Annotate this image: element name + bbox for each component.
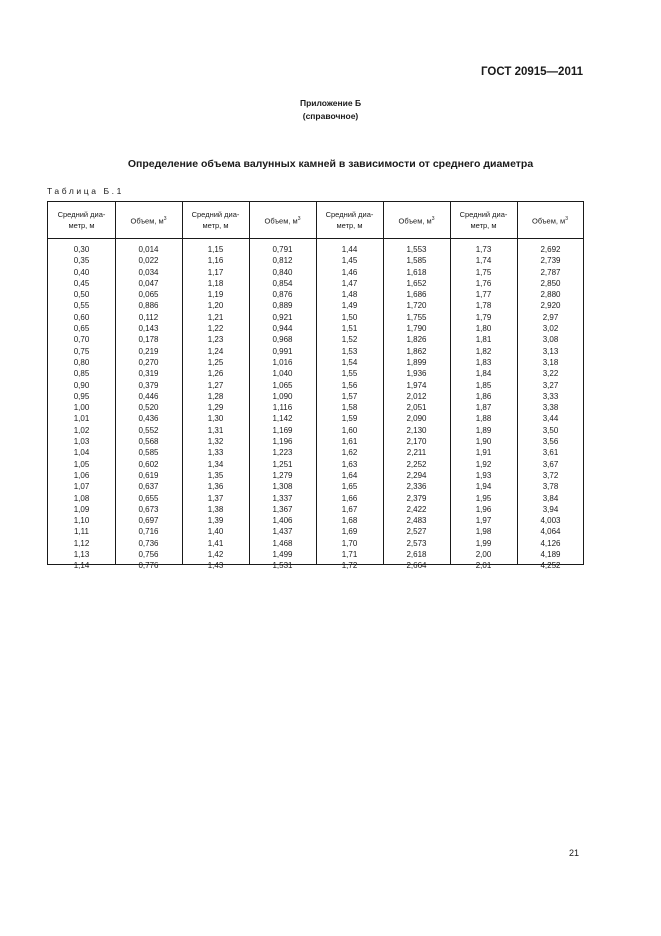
- volume-cell: 2,527: [406, 527, 427, 537]
- volume-cell: 3,72: [542, 470, 559, 480]
- diameter-cell: 1,99: [475, 538, 492, 548]
- page-number: 21: [568, 848, 579, 858]
- diameter-cell: 1,74: [475, 256, 492, 266]
- volume-cell: 0,065: [138, 290, 159, 300]
- volume-cell: 0,889: [272, 301, 293, 311]
- volume-cell: 2,130: [406, 425, 427, 435]
- diameter-cell: 1,34: [207, 459, 224, 469]
- volume-cell: 0,014: [138, 245, 159, 254]
- volume-cell: 2,692: [540, 245, 561, 254]
- diameter-cell: 1,70: [341, 538, 358, 548]
- diameter-cell: 1,36: [207, 482, 224, 492]
- volume-cell: 3,08: [542, 335, 559, 345]
- volume-cell: 0,776: [138, 561, 159, 571]
- volume-cell: 1,755: [406, 312, 427, 322]
- diameter-cell: 1,44: [341, 245, 358, 254]
- volume-cell: 0,756: [138, 550, 159, 560]
- volume-column: [517, 244, 584, 572]
- diameter-column: [316, 244, 383, 572]
- diameter-cell: 1,06: [73, 470, 90, 480]
- diameter-cell: 1,86: [475, 391, 492, 401]
- diameter-cell: 1,69: [341, 527, 358, 537]
- header-diameter-1: Средний диа- метр, м: [57, 210, 106, 230]
- diameter-cell: 1,87: [475, 403, 492, 413]
- diameter-cell: 1,96: [475, 504, 492, 514]
- volume-cell: 0,991: [272, 346, 293, 356]
- diameter-cell: 1,80: [475, 324, 492, 334]
- diameter-cell: 1,07: [73, 482, 90, 492]
- diameter-cell: 0,45: [73, 278, 90, 288]
- volume-cell: 2,880: [540, 290, 561, 300]
- diameter-cell: 1,85: [475, 380, 492, 390]
- diameter-cell: 1,53: [341, 346, 358, 356]
- volume-cell: 1,279: [272, 470, 293, 480]
- volume-cell: 1,936: [406, 369, 427, 379]
- volume-cell: 4,064: [540, 527, 561, 537]
- diameter-cell: 1,45: [341, 256, 358, 266]
- diameter-cell: 0,35: [73, 256, 90, 266]
- diameter-cell: 1,63: [341, 459, 358, 469]
- diameter-cell: 1,51: [341, 324, 358, 334]
- volume-cell: 3,61: [542, 448, 559, 458]
- volume-cell: 1,367: [272, 504, 293, 514]
- diameter-cell: 1,88: [475, 414, 492, 424]
- volume-column: [383, 244, 450, 572]
- diameter-cell: 1,12: [73, 538, 90, 548]
- diameter-cell: 1,09: [73, 504, 90, 514]
- diameter-cell: 1,92: [475, 459, 492, 469]
- diameter-cell: 1,43: [207, 561, 224, 571]
- volume-column: [249, 244, 316, 572]
- diameter-cell: 1,60: [341, 425, 358, 435]
- volume-cell: 0,944: [272, 324, 293, 334]
- volume-cell: 2,294: [406, 470, 427, 480]
- volume-cell: 2,483: [406, 516, 427, 526]
- diameter-cell: 1,93: [475, 470, 492, 480]
- diameter-cell: 1,15: [207, 245, 224, 254]
- diameter-cell: 1,04: [73, 448, 90, 458]
- diameter-cell: 1,01: [73, 414, 90, 424]
- volume-cell: 0,270: [138, 357, 159, 367]
- diameter-cell: 1,11: [74, 527, 89, 537]
- volume-cell: 3,67: [542, 459, 559, 469]
- diameter-cell: 1,56: [341, 380, 358, 390]
- volume-cell: 1,142: [272, 414, 293, 424]
- volume-cell: 0,585: [138, 448, 159, 458]
- diameter-cell: 2,01: [475, 561, 492, 571]
- volume-cell: 0,436: [138, 414, 159, 424]
- diameter-cell: 0,85: [73, 369, 90, 379]
- volume-cell: 3,44: [542, 414, 559, 424]
- volume-cell: 0,736: [138, 538, 159, 548]
- diameter-cell: 1,61: [341, 437, 358, 447]
- diameter-column: [48, 244, 115, 572]
- diameter-cell: 1,37: [207, 493, 224, 503]
- diameter-cell: 1,89: [475, 425, 492, 435]
- volume-cell: 1,720: [406, 301, 427, 311]
- diameter-cell: 0,65: [73, 324, 90, 334]
- diameter-cell: 1,31: [207, 425, 224, 435]
- volume-cell: 0,022: [138, 256, 159, 266]
- volume-cell: 4,252: [540, 561, 561, 571]
- diameter-cell: 1,73: [475, 245, 492, 254]
- diameter-cell: 1,97: [475, 516, 492, 526]
- diameter-cell: 1,79: [475, 312, 492, 322]
- volume-cell: 2,920: [540, 301, 561, 311]
- diameter-cell: 1,65: [341, 482, 358, 492]
- diameter-cell: 1,59: [341, 414, 358, 424]
- volume-cell: 0,143: [138, 324, 159, 334]
- volume-cell: 0,520: [138, 403, 159, 413]
- volume-cell: 2,739: [540, 256, 561, 266]
- volume-cell: 1,090: [272, 391, 293, 401]
- volume-cell: 3,13: [542, 346, 559, 356]
- diameter-cell: 1,46: [341, 267, 358, 277]
- volume-cell: 4,126: [540, 538, 561, 548]
- diameter-cell: 1,16: [207, 256, 224, 266]
- diameter-cell: 1,00: [73, 403, 90, 413]
- volume-cell: 1,437: [272, 527, 293, 537]
- volume-cell: 2,170: [406, 437, 427, 447]
- diameter-cell: 1,62: [341, 448, 358, 458]
- volume-cell: 0,034: [138, 267, 159, 277]
- volume-cell: 0,319: [138, 369, 159, 379]
- volume-cell: 1,585: [406, 256, 427, 266]
- diameter-cell: 1,14: [73, 561, 90, 571]
- diameter-cell: 1,76: [475, 278, 492, 288]
- volume-cell: 2,618: [406, 550, 427, 560]
- header-volume-4: Объем, $м^3$: [531, 215, 568, 226]
- diameter-cell: 1,58: [341, 403, 358, 413]
- diameter-cell: 1,05: [73, 459, 90, 469]
- diameter-cell: 1,10: [73, 516, 90, 526]
- diameter-cell: 1,08: [73, 493, 90, 503]
- volume-cell: 0,886: [138, 301, 159, 311]
- diameter-cell: 1,64: [341, 470, 358, 480]
- diameter-cell: 0,60: [73, 312, 90, 322]
- volume-cell: 2,573: [406, 538, 427, 548]
- diameter-cell: 1,48: [341, 290, 358, 300]
- diameter-column: [182, 244, 249, 572]
- volume-cell: 0,854: [272, 278, 293, 288]
- volume-cell: 1,553: [406, 245, 427, 254]
- diameter-cell: 1,33: [207, 448, 224, 458]
- diameter-cell: 1,17: [207, 267, 224, 277]
- diameter-cell: 1,27: [207, 380, 224, 390]
- volume-cell: 2,211: [406, 448, 427, 458]
- volume-cell: 1,468: [272, 538, 293, 548]
- diameter-cell: 1,75: [475, 267, 492, 277]
- diameter-cell: 1,13: [73, 550, 90, 560]
- diameter-cell: 1,68: [341, 516, 358, 526]
- volume-cell: 1,040: [272, 369, 293, 379]
- volume-cell: 1,899: [406, 357, 427, 367]
- document-title: Определение объема валунных камней в зависимости от среднего диаметра: [127, 158, 534, 170]
- volume-cell: 2,252: [406, 459, 427, 469]
- diameter-cell: 1,95: [475, 493, 492, 503]
- volume-cell: 0,178: [138, 335, 159, 345]
- volume-cell: 0,619: [138, 470, 159, 480]
- volume-cell: 0,112: [138, 312, 159, 322]
- diameter-cell: 1,23: [207, 335, 224, 345]
- volume-cell: 0,673: [138, 504, 159, 514]
- diameter-cell: 1,19: [207, 290, 224, 300]
- standard-number: ГОСТ 20915—2011: [481, 66, 583, 78]
- diameter-cell: 1,47: [341, 278, 358, 288]
- volume-cell: 1,223: [272, 448, 293, 458]
- volume-cell: 3,27: [542, 380, 559, 390]
- diameter-cell: 1,21: [207, 312, 224, 322]
- diameter-cell: 1,71: [341, 550, 358, 560]
- volume-cell: 1,862: [406, 346, 427, 356]
- diameter-cell: 0,40: [73, 267, 90, 277]
- volume-cell: 0,379: [138, 380, 159, 390]
- volume-cell: 1,337: [272, 493, 293, 503]
- header-diameter-3: Средний диа- метр, м: [325, 210, 374, 230]
- diameter-cell: 1,29: [207, 403, 224, 413]
- diameter-cell: 1,67: [341, 504, 358, 514]
- diameter-cell: 0,80: [73, 357, 90, 367]
- volume-cell: 1,974: [406, 380, 427, 390]
- volume-cell: 1,065: [272, 380, 293, 390]
- volume-cell: 3,18: [542, 357, 559, 367]
- diameter-cell: 1,82: [475, 346, 492, 356]
- volume-cell: 0,921: [272, 312, 293, 322]
- volume-cell: 1,790: [406, 324, 427, 334]
- header-diameter-4: Средний диа- метр, м: [459, 210, 508, 230]
- header-diameter-2: Средний диа- метр, м: [191, 210, 240, 230]
- diameter-column: [450, 244, 517, 572]
- volume-cell: 0,840: [272, 267, 293, 277]
- diameter-cell: 1,66: [341, 493, 358, 503]
- diameter-cell: 1,30: [207, 414, 224, 424]
- diameter-cell: 1,25: [207, 357, 224, 367]
- volume-cell: 2,850: [540, 278, 561, 288]
- volume-cell: 2,012: [406, 391, 427, 401]
- volume-cell: 0,791: [272, 245, 293, 254]
- volume-cell: 0,602: [138, 459, 159, 469]
- volume-cell: 0,047: [138, 278, 159, 288]
- volume-cell: 1,652: [406, 278, 427, 288]
- diameter-cell: 1,41: [207, 538, 224, 548]
- appendix-subtitle: (справочное): [302, 111, 359, 121]
- diameter-cell: 0,30: [73, 245, 90, 254]
- diameter-cell: 2,00: [475, 550, 492, 560]
- volume-cell: 1,116: [272, 403, 293, 413]
- diameter-cell: 1,98: [475, 527, 492, 537]
- diameter-cell: 0,70: [73, 335, 90, 345]
- volume-cell: 1,016: [272, 357, 293, 367]
- diameter-cell: 1,52: [341, 335, 358, 345]
- diameter-cell: 1,20: [207, 301, 224, 311]
- diameter-cell: 1,39: [207, 516, 224, 526]
- volume-cell: 0,446: [138, 391, 159, 401]
- volume-cell: 0,637: [138, 482, 159, 492]
- volume-cell: 3,50: [542, 425, 559, 435]
- volume-cell: 2,664: [406, 561, 427, 571]
- diameter-cell: 1,90: [475, 437, 492, 447]
- diameter-cell: 1,40: [207, 527, 224, 537]
- volume-cell: 2,336: [406, 482, 427, 492]
- table-label: Таблица Б.1: [47, 186, 124, 196]
- volume-cell: 3,84: [542, 493, 559, 503]
- diameter-cell: 1,22: [207, 324, 224, 334]
- diameter-cell: 1,57: [341, 391, 358, 401]
- diameter-cell: 1,35: [207, 470, 224, 480]
- diameter-cell: 1,83: [475, 357, 492, 367]
- volume-cell: 3,38: [542, 403, 559, 413]
- appendix-heading: [0, 97, 661, 123]
- diameter-cell: 1,38: [207, 504, 224, 514]
- diameter-cell: 1,84: [475, 369, 492, 379]
- volume-cell: 4,003: [540, 516, 561, 526]
- diameter-cell: 1,26: [207, 369, 224, 379]
- diameter-cell: 1,54: [341, 357, 358, 367]
- diameter-cell: 1,18: [207, 278, 224, 288]
- diameter-cell: 1,91: [475, 448, 492, 458]
- volume-cell: 2,051: [406, 403, 427, 413]
- volume-cell: 0,716: [138, 527, 159, 537]
- volume-cell: 1,618: [406, 267, 427, 277]
- diameter-cell: 1,42: [207, 550, 224, 560]
- diameter-cell: 1,49: [341, 301, 358, 311]
- volume-cell: 2,97: [542, 312, 559, 322]
- volume-cell: 0,655: [138, 493, 159, 503]
- volume-cell: 3,56: [542, 437, 559, 447]
- appendix-title: Приложение Б: [299, 98, 362, 108]
- volume-cell: 1,826: [406, 335, 427, 345]
- diameter-cell: 0,95: [73, 391, 90, 401]
- header-volume-3: Объем, $м^3$: [398, 215, 435, 226]
- header-volume-1: Объем, $м^3$: [130, 215, 167, 226]
- volume-cell: 1,406: [272, 516, 293, 526]
- diameter-cell: 0,90: [73, 380, 90, 390]
- volume-cell: 1,251: [272, 459, 293, 469]
- volume-cell: 0,568: [138, 437, 159, 447]
- volume-cell: 3,94: [542, 504, 559, 514]
- diameter-cell: 1,50: [341, 312, 358, 322]
- volume-cell: 0,219: [138, 346, 159, 356]
- volume-cell: 3,02: [542, 324, 559, 334]
- diameter-cell: 0,55: [73, 301, 90, 311]
- diameter-cell: 1,03: [73, 437, 90, 447]
- volume-cell: 0,552: [138, 425, 159, 435]
- diameter-cell: 1,94: [475, 482, 492, 492]
- volume-cell: 1,196: [272, 437, 293, 447]
- volume-cell: 3,78: [542, 482, 559, 492]
- volume-cell: 1,499: [272, 550, 293, 560]
- diameter-cell: 1,77: [475, 290, 492, 300]
- volume-cell: 3,22: [542, 369, 559, 379]
- volume-cell: 2,379: [406, 493, 427, 503]
- volume-cell: 0,812: [272, 256, 293, 266]
- diameter-cell: 1,81: [475, 335, 492, 345]
- diameter-cell: 1,72: [341, 561, 358, 571]
- volume-cell: 2,422: [406, 504, 427, 514]
- diameter-cell: 1,02: [73, 425, 90, 435]
- volume-cell: 2,787: [540, 267, 561, 277]
- diameter-cell: 1,24: [207, 346, 224, 356]
- header-volume-2: Объем, $м^3$: [264, 215, 301, 226]
- volume-cell: 0,876: [272, 290, 293, 300]
- diameter-cell: 1,55: [341, 369, 358, 379]
- volume-cell: 1,308: [272, 482, 293, 492]
- volume-cell: 1,531: [272, 561, 293, 571]
- diameter-cell: 1,28: [207, 391, 224, 401]
- diameter-cell: 1,78: [475, 301, 492, 311]
- diameter-cell: 1,32: [207, 437, 224, 447]
- diameter-cell: 0,50: [73, 290, 90, 300]
- volume-cell: 2,090: [406, 414, 427, 424]
- volume-column: [115, 244, 182, 572]
- volume-cell: 3,33: [542, 391, 559, 401]
- volume-cell: 4,189: [540, 550, 561, 560]
- volume-cell: 1,169: [272, 425, 293, 435]
- volume-cell: 0,968: [272, 335, 293, 345]
- volume-table: [47, 201, 584, 571]
- diameter-cell: 0,75: [73, 346, 90, 356]
- volume-cell: 1,686: [406, 290, 427, 300]
- volume-cell: 0,697: [138, 516, 159, 526]
